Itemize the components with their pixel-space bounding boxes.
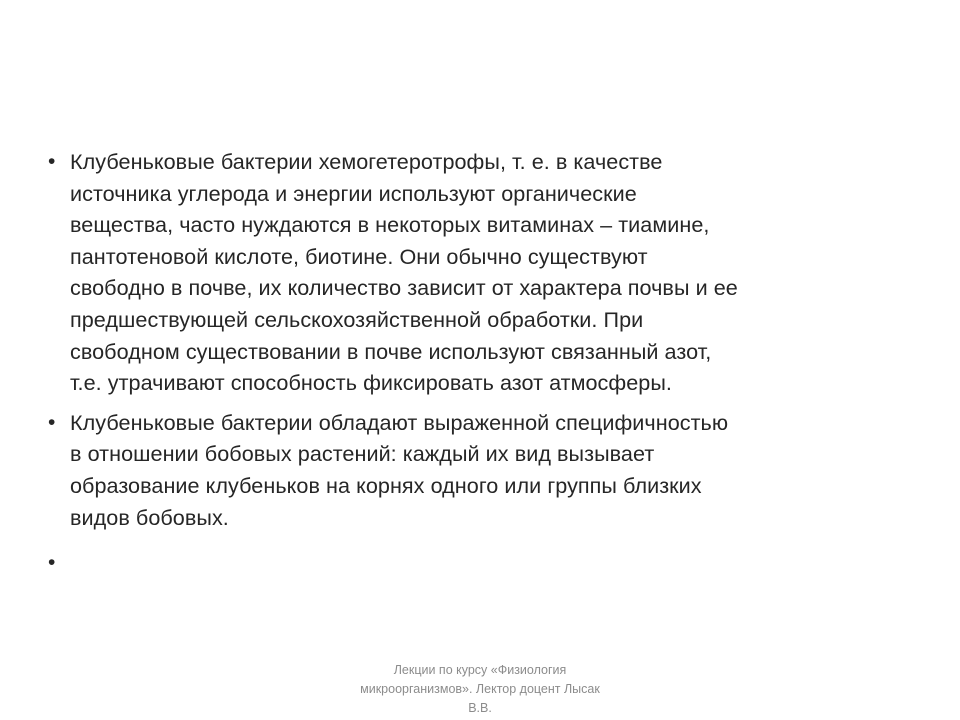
bullet-text-line: образование клубеньков на корнях одного или группы близких	[70, 472, 702, 498]
slide-body	[48, 146, 908, 587]
bullet-text-line: Клубеньковые бактерии хемогетеротрофы, т. е. в качестве	[70, 149, 663, 174]
bullet-text-line: свободно в почве, их количество зависит от характера почвы и ее	[70, 275, 738, 301]
bullet-dot-icon: •	[48, 410, 56, 434]
bullet-dot-icon: •	[48, 551, 56, 575]
bullet-text-line: предшествующей сельскохозяйственной обработки. При	[70, 306, 644, 332]
footer-line: В.В.	[468, 701, 492, 715]
bullet-text-line: т.е. утрачивают способность фиксировать азот атмосферы.	[70, 370, 672, 396]
bullet-text-line: свободном существовании в почве используют связанный азот,	[70, 338, 712, 364]
bullet-text-line: пантотеновой кислоте, биотине. Они обычно существуют	[70, 243, 648, 269]
bullet-text-line: Клубеньковые бактерии обладают выраженной специфичностью	[70, 409, 729, 435]
slide-footer	[320, 661, 640, 718]
bullet-list	[48, 146, 908, 579]
empty-bullet-item	[48, 547, 908, 579]
bullet-text-line: видов бобовых.	[70, 504, 229, 530]
bullet-item	[48, 407, 908, 533]
bullet-text-line: вещества, часто нуждаются в некоторых витаминах – тиамине,	[70, 212, 710, 238]
bullet-text-line: источника углерода и энергии используют органические	[70, 180, 637, 206]
bullet-text-line: в отношении бобовых растений: каждый их вид вызывает	[70, 441, 655, 467]
bullet-dot-icon: •	[48, 150, 56, 173]
footer-line: микроорганизмов». Лектор доцент Лысак	[360, 682, 600, 696]
footer-line: Лекции по курсу «Физиология	[393, 663, 567, 677]
bullet-item	[48, 146, 908, 399]
